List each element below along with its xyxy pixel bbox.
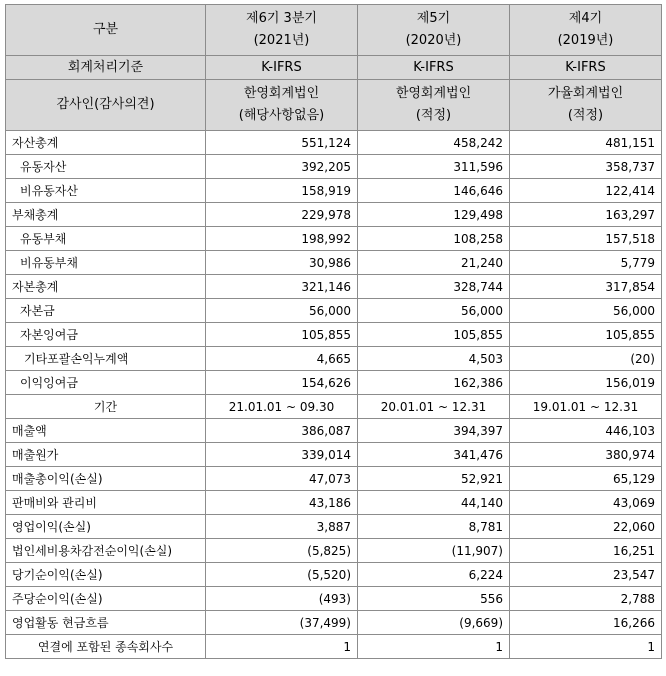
row-value: 4,665 xyxy=(206,347,358,371)
table-row xyxy=(6,635,662,659)
row-value: (5,520) xyxy=(206,563,358,587)
row-value: 44,140 xyxy=(358,491,510,515)
row-label: 유동부채 xyxy=(6,227,206,251)
row-value: 317,854 xyxy=(510,275,662,299)
row-label: 부채총계 xyxy=(6,203,206,227)
row-value: 162,386 xyxy=(358,371,510,395)
row-label: 법인세비용차감전순이익(손실) xyxy=(6,539,206,563)
row-label: 영업이익(손실) xyxy=(6,515,206,539)
row-value: 556 xyxy=(358,587,510,611)
row-label: 판매비와 관리비 xyxy=(6,491,206,515)
table-row xyxy=(6,491,662,515)
row-value: 229,978 xyxy=(206,203,358,227)
row-value: 21.01.01 ~ 09.30 xyxy=(206,395,358,419)
table-row xyxy=(6,515,662,539)
row-value: 386,087 xyxy=(206,419,358,443)
row-label: 비유동부채 xyxy=(6,251,206,275)
row-value: 20.01.01 ~ 12.31 xyxy=(358,395,510,419)
row-value: 5,779 xyxy=(510,251,662,275)
table-row xyxy=(6,227,662,251)
table-row xyxy=(6,203,662,227)
header-auditor-label: 감사인(감사의견) xyxy=(6,80,206,131)
row-label: 유동자산 xyxy=(6,155,206,179)
row-value: 56,000 xyxy=(206,299,358,323)
row-value: (9,669) xyxy=(358,611,510,635)
row-value: 394,397 xyxy=(358,419,510,443)
header-auditor-1: 한영회계법인 (해당사항없음) xyxy=(206,80,358,131)
table-row xyxy=(6,179,662,203)
row-label: 비유동자산 xyxy=(6,179,206,203)
row-label: 자본잉여금 xyxy=(6,323,206,347)
row-value: 157,518 xyxy=(510,227,662,251)
row-value: 8,781 xyxy=(358,515,510,539)
row-value: (20) xyxy=(510,347,662,371)
row-value: 198,992 xyxy=(206,227,358,251)
row-label: 자산총계 xyxy=(6,131,206,155)
financial-summary-table xyxy=(5,4,662,659)
header-standard-3: K-IFRS xyxy=(510,56,662,80)
row-value: 311,596 xyxy=(358,155,510,179)
row-value: 328,744 xyxy=(358,275,510,299)
row-value: 19.01.01 ~ 12.31 xyxy=(510,395,662,419)
table-row xyxy=(6,395,662,419)
row-value: 16,251 xyxy=(510,539,662,563)
row-value: 4,503 xyxy=(358,347,510,371)
row-label: 이익잉여금 xyxy=(6,371,206,395)
table-row xyxy=(6,251,662,275)
row-value: 341,476 xyxy=(358,443,510,467)
row-value: 154,626 xyxy=(206,371,358,395)
row-value: 146,646 xyxy=(358,179,510,203)
row-label: 영업활동 현금흐름 xyxy=(6,611,206,635)
row-value: (37,499) xyxy=(206,611,358,635)
table-row xyxy=(6,323,662,347)
table-row xyxy=(6,347,662,371)
row-value: 1 xyxy=(206,635,358,659)
row-label: 기간 xyxy=(6,395,206,419)
row-value: 446,103 xyxy=(510,419,662,443)
table-row xyxy=(6,419,662,443)
row-value: 380,974 xyxy=(510,443,662,467)
header-category: 구분 xyxy=(6,5,206,56)
row-value: 47,073 xyxy=(206,467,358,491)
row-value: 481,151 xyxy=(510,131,662,155)
table-body xyxy=(6,131,662,659)
row-value: 339,014 xyxy=(206,443,358,467)
row-label: 당기순이익(손실) xyxy=(6,563,206,587)
header-period-3: 제4기 (2019년) xyxy=(510,5,662,56)
row-value: 458,242 xyxy=(358,131,510,155)
row-value: 56,000 xyxy=(358,299,510,323)
row-label: 매출액 xyxy=(6,419,206,443)
row-value: 1 xyxy=(358,635,510,659)
row-value: (5,825) xyxy=(206,539,358,563)
row-value: 16,266 xyxy=(510,611,662,635)
header-period-2: 제5기 (2020년) xyxy=(358,5,510,56)
row-label: 자본금 xyxy=(6,299,206,323)
row-value: 65,129 xyxy=(510,467,662,491)
header-period-1: 제6기 3분기 (2021년) xyxy=(206,5,358,56)
row-value: (11,907) xyxy=(358,539,510,563)
table-row xyxy=(6,563,662,587)
row-value: 392,205 xyxy=(206,155,358,179)
row-value: 30,986 xyxy=(206,251,358,275)
header-row-standard xyxy=(6,56,662,80)
row-label: 기타포괄손익누계액 xyxy=(6,347,206,371)
row-value: 105,855 xyxy=(358,323,510,347)
row-value: 551,124 xyxy=(206,131,358,155)
header-standard-1: K-IFRS xyxy=(206,56,358,80)
row-value: 358,737 xyxy=(510,155,662,179)
header-row-auditor xyxy=(6,80,662,131)
row-value: 156,019 xyxy=(510,371,662,395)
table-row xyxy=(6,371,662,395)
table-row xyxy=(6,539,662,563)
row-value: 22,060 xyxy=(510,515,662,539)
row-value: 163,297 xyxy=(510,203,662,227)
row-value: 1 xyxy=(510,635,662,659)
row-value: 43,186 xyxy=(206,491,358,515)
table-row xyxy=(6,155,662,179)
row-label: 연결에 포함된 종속회사수 xyxy=(6,635,206,659)
row-value: 43,069 xyxy=(510,491,662,515)
row-value: 23,547 xyxy=(510,563,662,587)
row-value: 105,855 xyxy=(206,323,358,347)
table-row xyxy=(6,467,662,491)
table-row xyxy=(6,443,662,467)
header-auditor-3: 가율회계법인 (적정) xyxy=(510,80,662,131)
table-row xyxy=(6,275,662,299)
row-value: 21,240 xyxy=(358,251,510,275)
row-label: 매출총이익(손실) xyxy=(6,467,206,491)
row-label: 주당순이익(손실) xyxy=(6,587,206,611)
row-value: 3,887 xyxy=(206,515,358,539)
row-label: 매출원가 xyxy=(6,443,206,467)
header-row-period xyxy=(6,5,662,56)
row-label: 자본총계 xyxy=(6,275,206,299)
header-auditor-2: 한영회계법인 (적정) xyxy=(358,80,510,131)
row-value: 2,788 xyxy=(510,587,662,611)
row-value: 158,919 xyxy=(206,179,358,203)
row-value: 321,146 xyxy=(206,275,358,299)
row-value: 129,498 xyxy=(358,203,510,227)
header-standard-label: 회계처리기준 xyxy=(6,56,206,80)
row-value: 56,000 xyxy=(510,299,662,323)
row-value: 122,414 xyxy=(510,179,662,203)
row-value: 105,855 xyxy=(510,323,662,347)
row-value: 108,258 xyxy=(358,227,510,251)
row-value: 6,224 xyxy=(358,563,510,587)
row-value: (493) xyxy=(206,587,358,611)
table-row xyxy=(6,299,662,323)
header-standard-2: K-IFRS xyxy=(358,56,510,80)
row-value: 52,921 xyxy=(358,467,510,491)
table-row xyxy=(6,587,662,611)
table-row xyxy=(6,131,662,155)
table-row xyxy=(6,611,662,635)
